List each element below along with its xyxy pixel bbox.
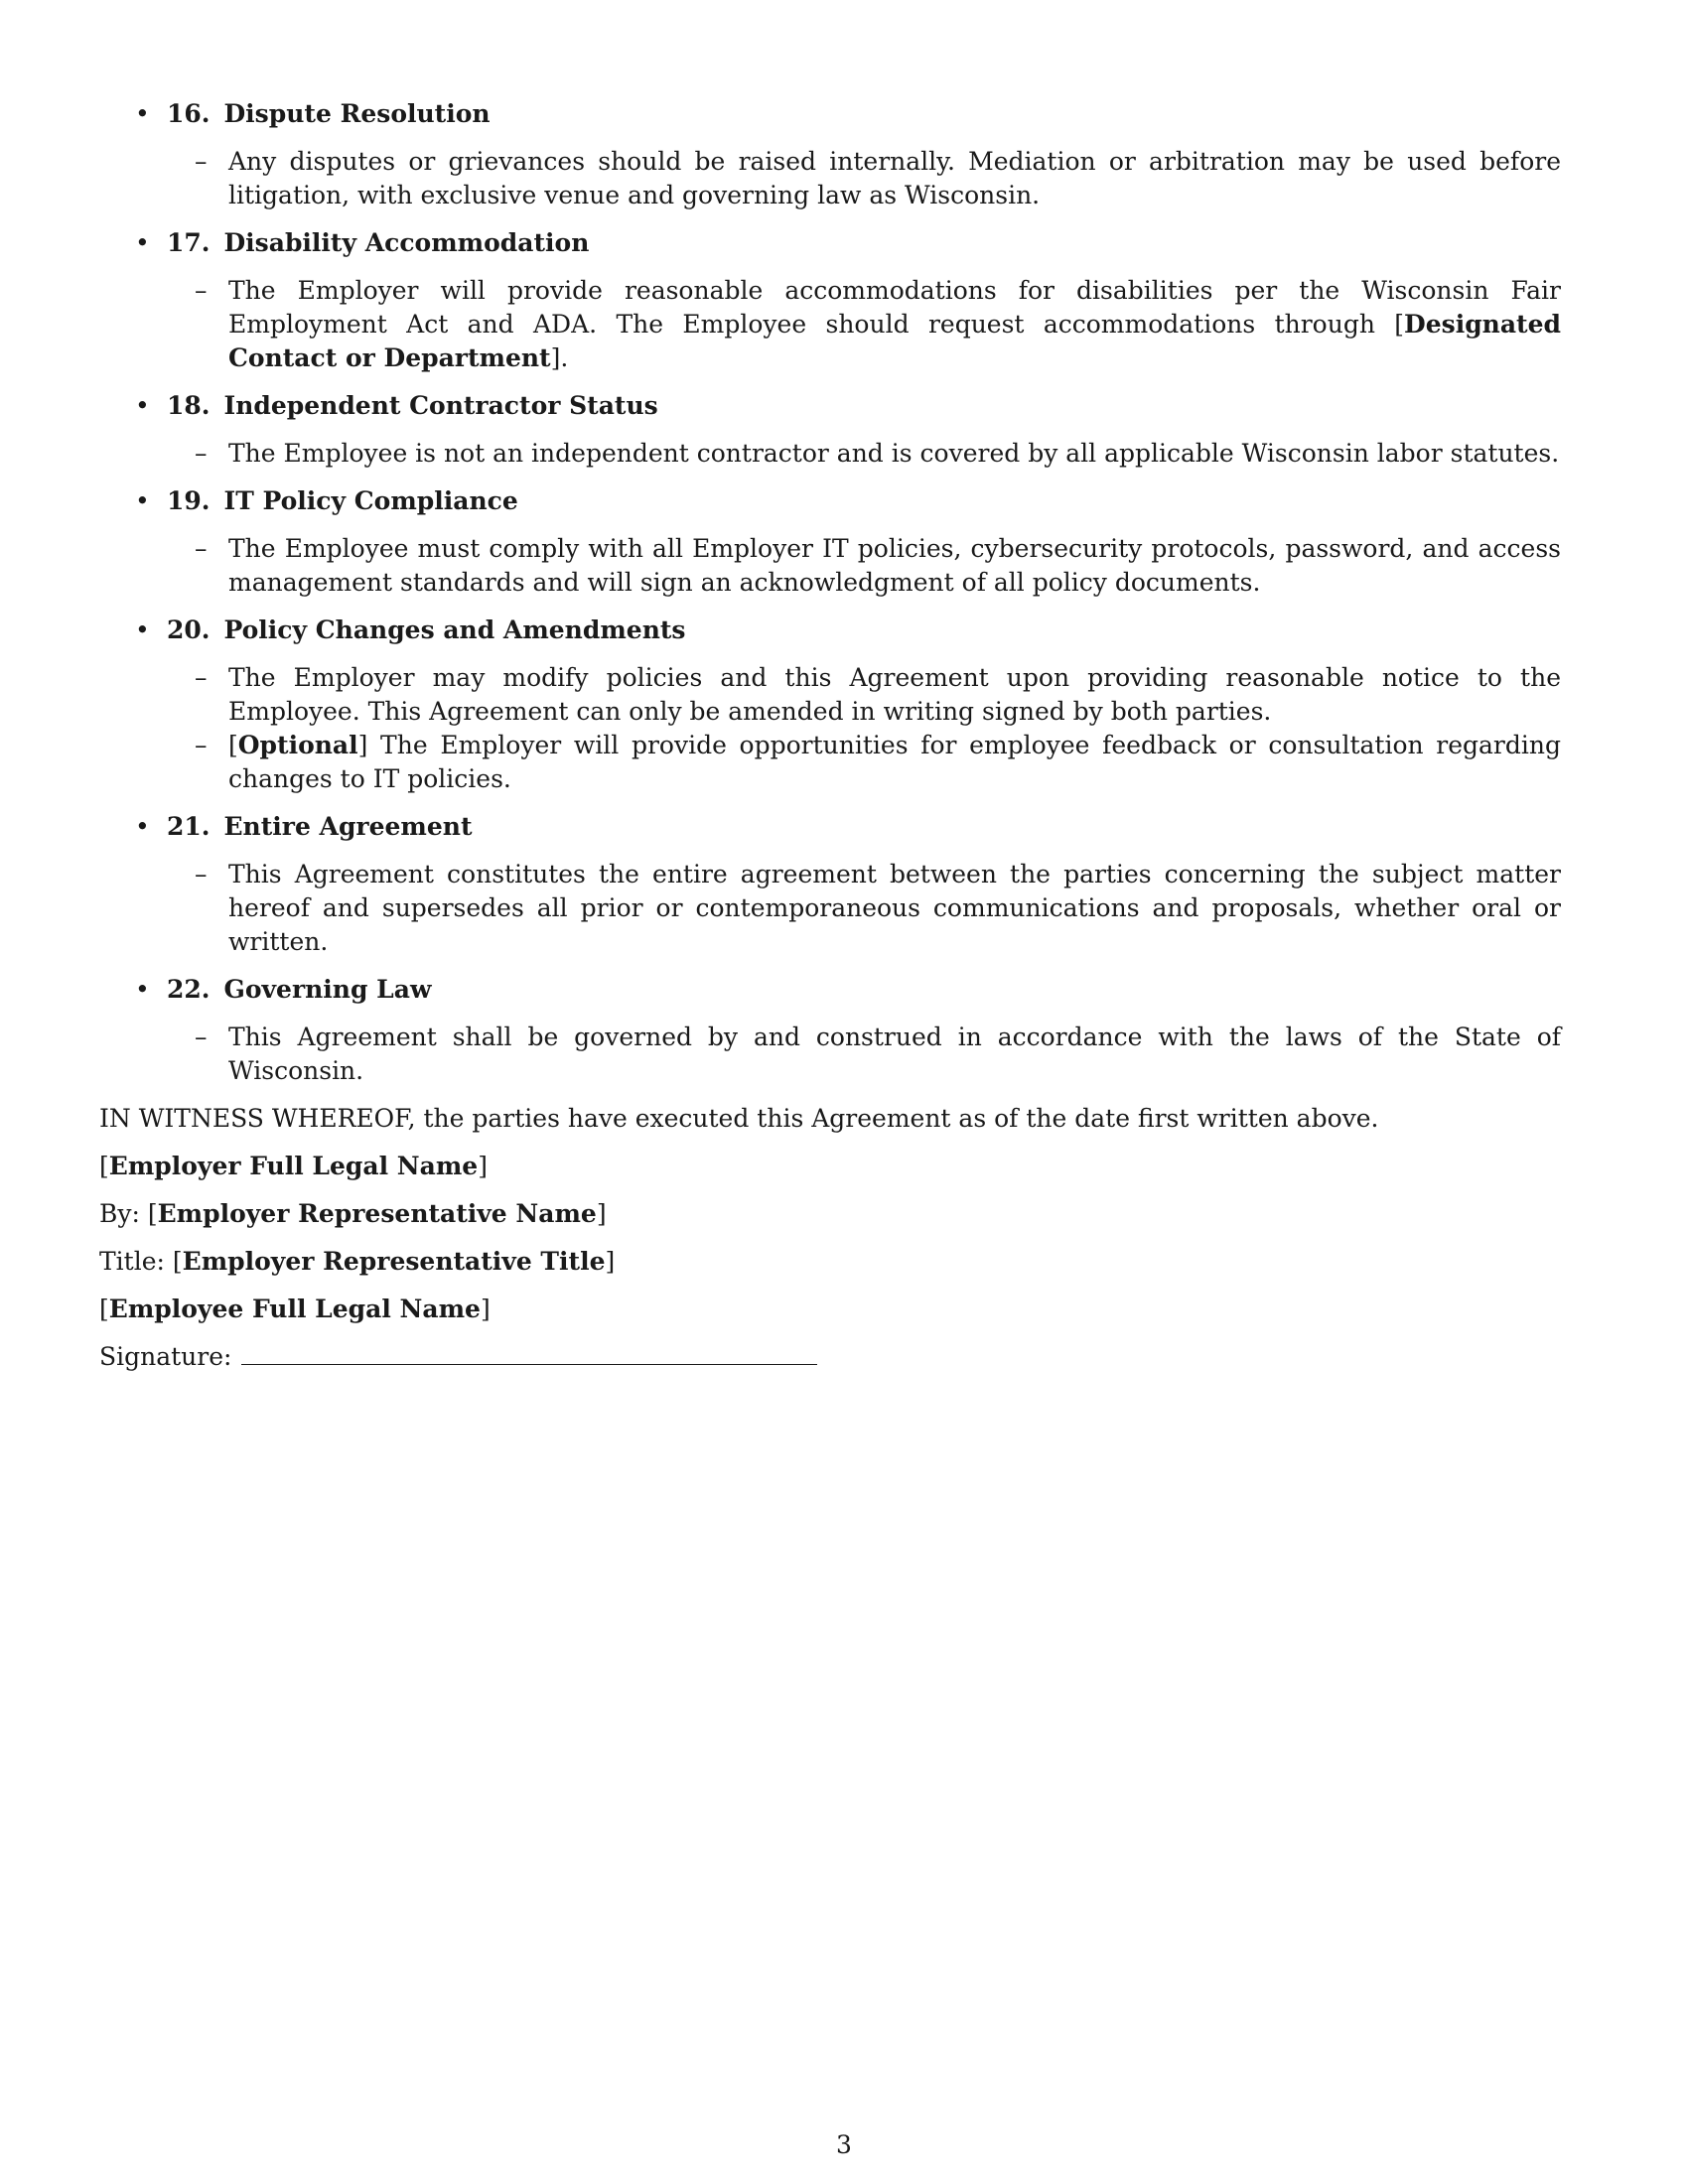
clause-list [167,858,1589,959]
clause-text: Any disputes or grievances should be raised internally. Mediation or arbitration may be used before litigation, with exclusive venue and governing law as Wisconsin. [228,147,1561,209]
section-item [99,389,1589,471]
section-heading [167,614,1589,647]
dash-icon: – [195,276,208,305]
clause-item [167,274,1589,375]
clause-item [167,145,1589,212]
clause-list [167,661,1589,796]
clause-item [167,729,1589,796]
witness-statement: IN WITNESS WHEREOF, the parties have executed this Agreement as of the date first written above. [99,1104,1379,1133]
clause-text: The Employer may modify policies and this Agreement upon providing reasonable notice to the Employee. This Agreement can only be amended in writing signed by both parties. [228,663,1561,726]
section-number: 20. [167,615,211,644]
section-heading [167,810,1589,844]
employer-name-line: [Employer Full Legal Name] [99,1152,488,1180]
dash-icon: – [195,731,208,759]
clause-text: [ [228,731,238,759]
dash-icon: – [195,534,208,563]
clause-placeholder: Designated Contact or Department [228,310,1561,372]
section-heading [167,389,1589,423]
section-number: 16. [167,99,211,128]
dash-icon: – [195,1023,208,1051]
signature-label: Signature: [99,1342,232,1371]
bullet-icon: • [135,486,150,515]
section-title: Policy Changes and Amendments [223,615,686,644]
bullet-icon: • [135,615,150,644]
clause-text: This Agreement shall be governed by and construed in accordance with the laws of the State of Wisconsin. [228,1023,1561,1085]
section-title: Disability Accommodation [223,228,590,257]
representative-name-placeholder: Employer Representative Name [157,1199,597,1228]
clause-list [167,274,1589,375]
section-item [99,97,1589,212]
clause-item [167,532,1589,600]
signature-field[interactable] [241,1342,817,1365]
dash-icon: – [195,663,208,692]
section-list [99,97,1589,1088]
clause-text: ]. [550,343,569,372]
bullet-icon: • [135,391,150,420]
section-item [99,614,1589,796]
clause-list [167,145,1589,212]
employer-title-line: Title: [Employer Representative Title] [99,1247,616,1276]
employee-name-line: [Employee Full Legal Name] [99,1295,491,1323]
clause-item [167,437,1589,471]
bullet-icon: • [135,812,150,841]
bullet-icon: • [135,99,150,128]
bullet-icon: • [135,975,150,1004]
section-item [99,810,1589,959]
dash-icon: – [195,860,208,888]
section-heading [167,226,1589,260]
signature-line [99,1340,1589,1374]
section-number: 18. [167,391,211,420]
clause-text: This Agreement constitutes the entire agreement between the parties concerning the subject matter hereof and supersedes all prior or contemporaneous communications and proposals, whether oral or written. [228,860,1561,956]
employee-name-placeholder: Employee Full Legal Name [108,1295,481,1323]
clause-item [167,661,1589,729]
employer-representative-line: By: [Employer Representative Name] [99,1199,607,1228]
section-number: 19. [167,486,211,515]
clause-placeholder: Optional [237,731,358,759]
clause-text: ] The Employer will provide opportunities for employee feedback or consultation regarding changes to IT policies. [228,731,1561,793]
clause-text: The Employee is not an independent contractor and is covered by all applicable Wisconsin labor statutes. [228,439,1560,468]
section-title: Independent Contractor Status [223,391,658,420]
clause-list [167,1021,1589,1088]
section-number: 21. [167,812,211,841]
section-item [99,226,1589,375]
clause-list [167,437,1589,471]
section-title: IT Policy Compliance [223,486,518,515]
section-heading [167,973,1589,1007]
clause-text: The Employee must comply with all Employer IT policies, cybersecurity protocols, password, and access management standards and will sign an acknowledgment of all policy documents. [228,534,1561,597]
section-title: Dispute Resolution [223,99,491,128]
clause-text: The Employer will provide reasonable accommodations for disabilities per the Wisconsin Fair Employment Act and ADA. The Employee should request accommodations through [ [228,276,1561,339]
employer-name-placeholder: Employer Full Legal Name [108,1152,479,1180]
by-label: By: [99,1199,140,1228]
dash-icon: – [195,439,208,468]
document-page [99,97,1589,1388]
dash-icon: – [195,147,208,176]
title-label: Title: [99,1247,165,1276]
section-heading [167,484,1589,518]
bullet-icon: • [135,228,150,257]
section-heading [167,97,1589,131]
page-number: 3 [836,2130,852,2159]
section-number: 22. [167,975,211,1004]
representative-title-placeholder: Employer Representative Title [182,1247,606,1276]
section-item [99,484,1589,600]
clause-item [167,1021,1589,1088]
section-item [99,973,1589,1088]
clause-list [167,532,1589,600]
clause-item [167,858,1589,959]
section-title: Governing Law [223,975,432,1004]
section-number: 17. [167,228,211,257]
section-title: Entire Agreement [223,812,473,841]
